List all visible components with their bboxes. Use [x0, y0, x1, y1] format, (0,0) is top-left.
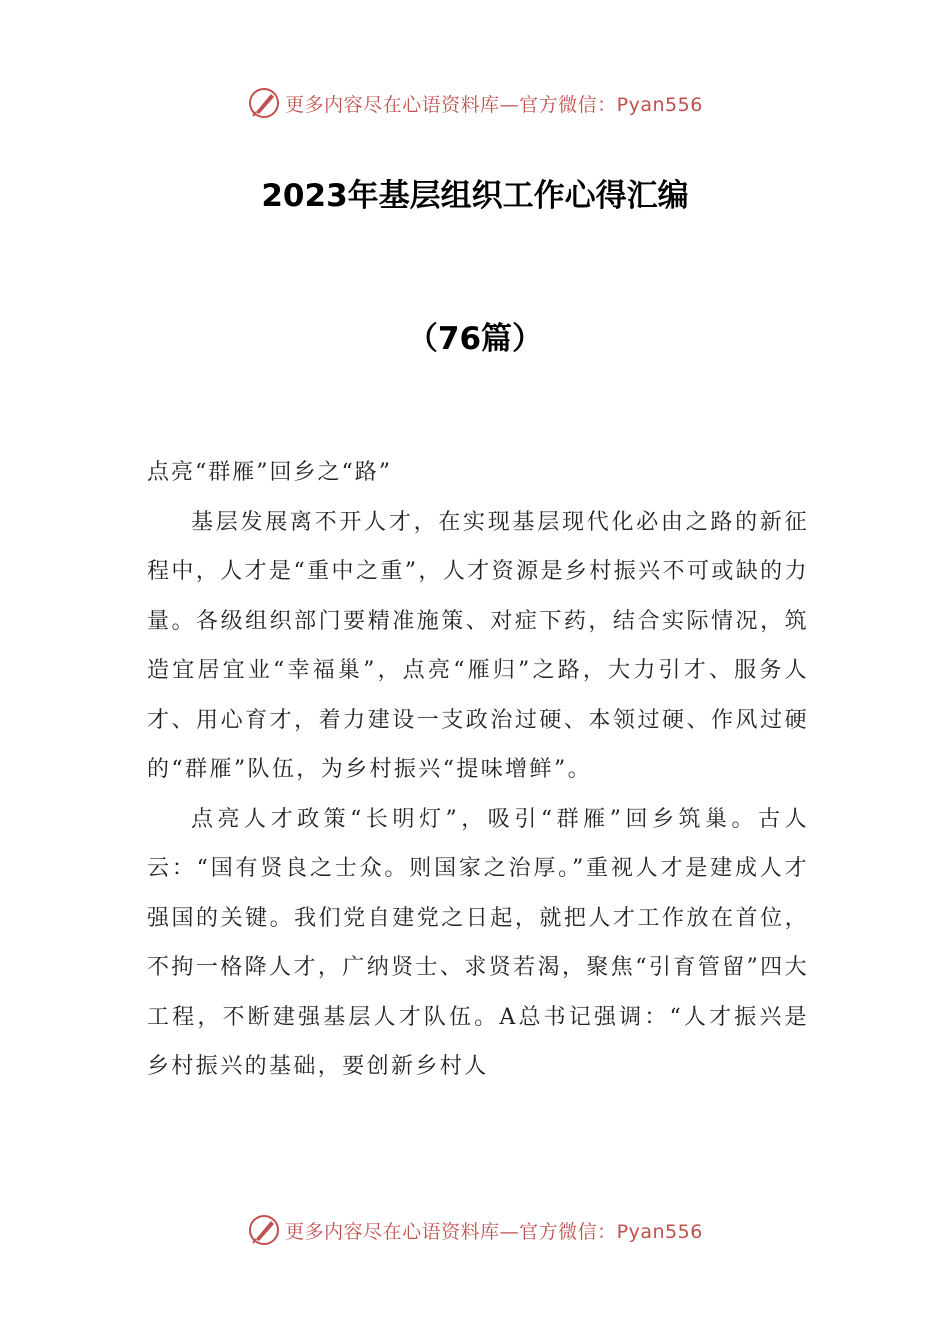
section-heading: 点亮“群雁”回乡之“路” [147, 460, 392, 485]
watermark-text: 更多内容尽在心语资料库—官方微信：Pyan556 [285, 93, 703, 116]
wechat-id: Pyan556 [616, 93, 703, 116]
paragraph-2: 点亮人才政策“长明灯”，吸引“群雁”回乡筑巢。古人云：“国有贤良之士众。则国家之治厚。”重视人才是建成人才强国的关键。我们党自建党之日起，就把人才工作放在首位，不拘一格降人才，广纳贤士、求贤若渴，聚焦“引育管留”四大工程，不断建强基层人才队伍。A总书记强调：“人才振兴是乡村振兴的基础，要创新乡村人 [147, 806, 809, 1079]
wechat-id: Pyan556 [616, 1220, 703, 1243]
document-body [147, 448, 809, 1092]
document-subtitle: （76篇） [406, 321, 544, 357]
quill-pen-logo-icon [247, 86, 281, 120]
header-watermark [0, 83, 950, 123]
document-title: 2023年基层组织工作心得汇编 [261, 178, 689, 214]
quill-pen-logo-icon [247, 1213, 281, 1247]
footer-watermark [0, 1210, 950, 1250]
watermark-text: 更多内容尽在心语资料库—官方微信：Pyan556 [285, 1220, 703, 1243]
paragraph-1: 基层发展离不开人才，在实现基层现代化必由之路的新征程中，人才是“重中之重”，人才资源是乡村振兴不可或缺的力量。各级组织部门要精准施策、对症下药，结合实际情况，筑造宜居宜业“幸福巢”，点亮“雁归”之路，大力引才、服务人才、用心育才，着力建设一支政治过硬、本领过硬、作风过硬的“群雁”队伍，为乡村振兴“提味增鲜”。 [147, 509, 809, 782]
